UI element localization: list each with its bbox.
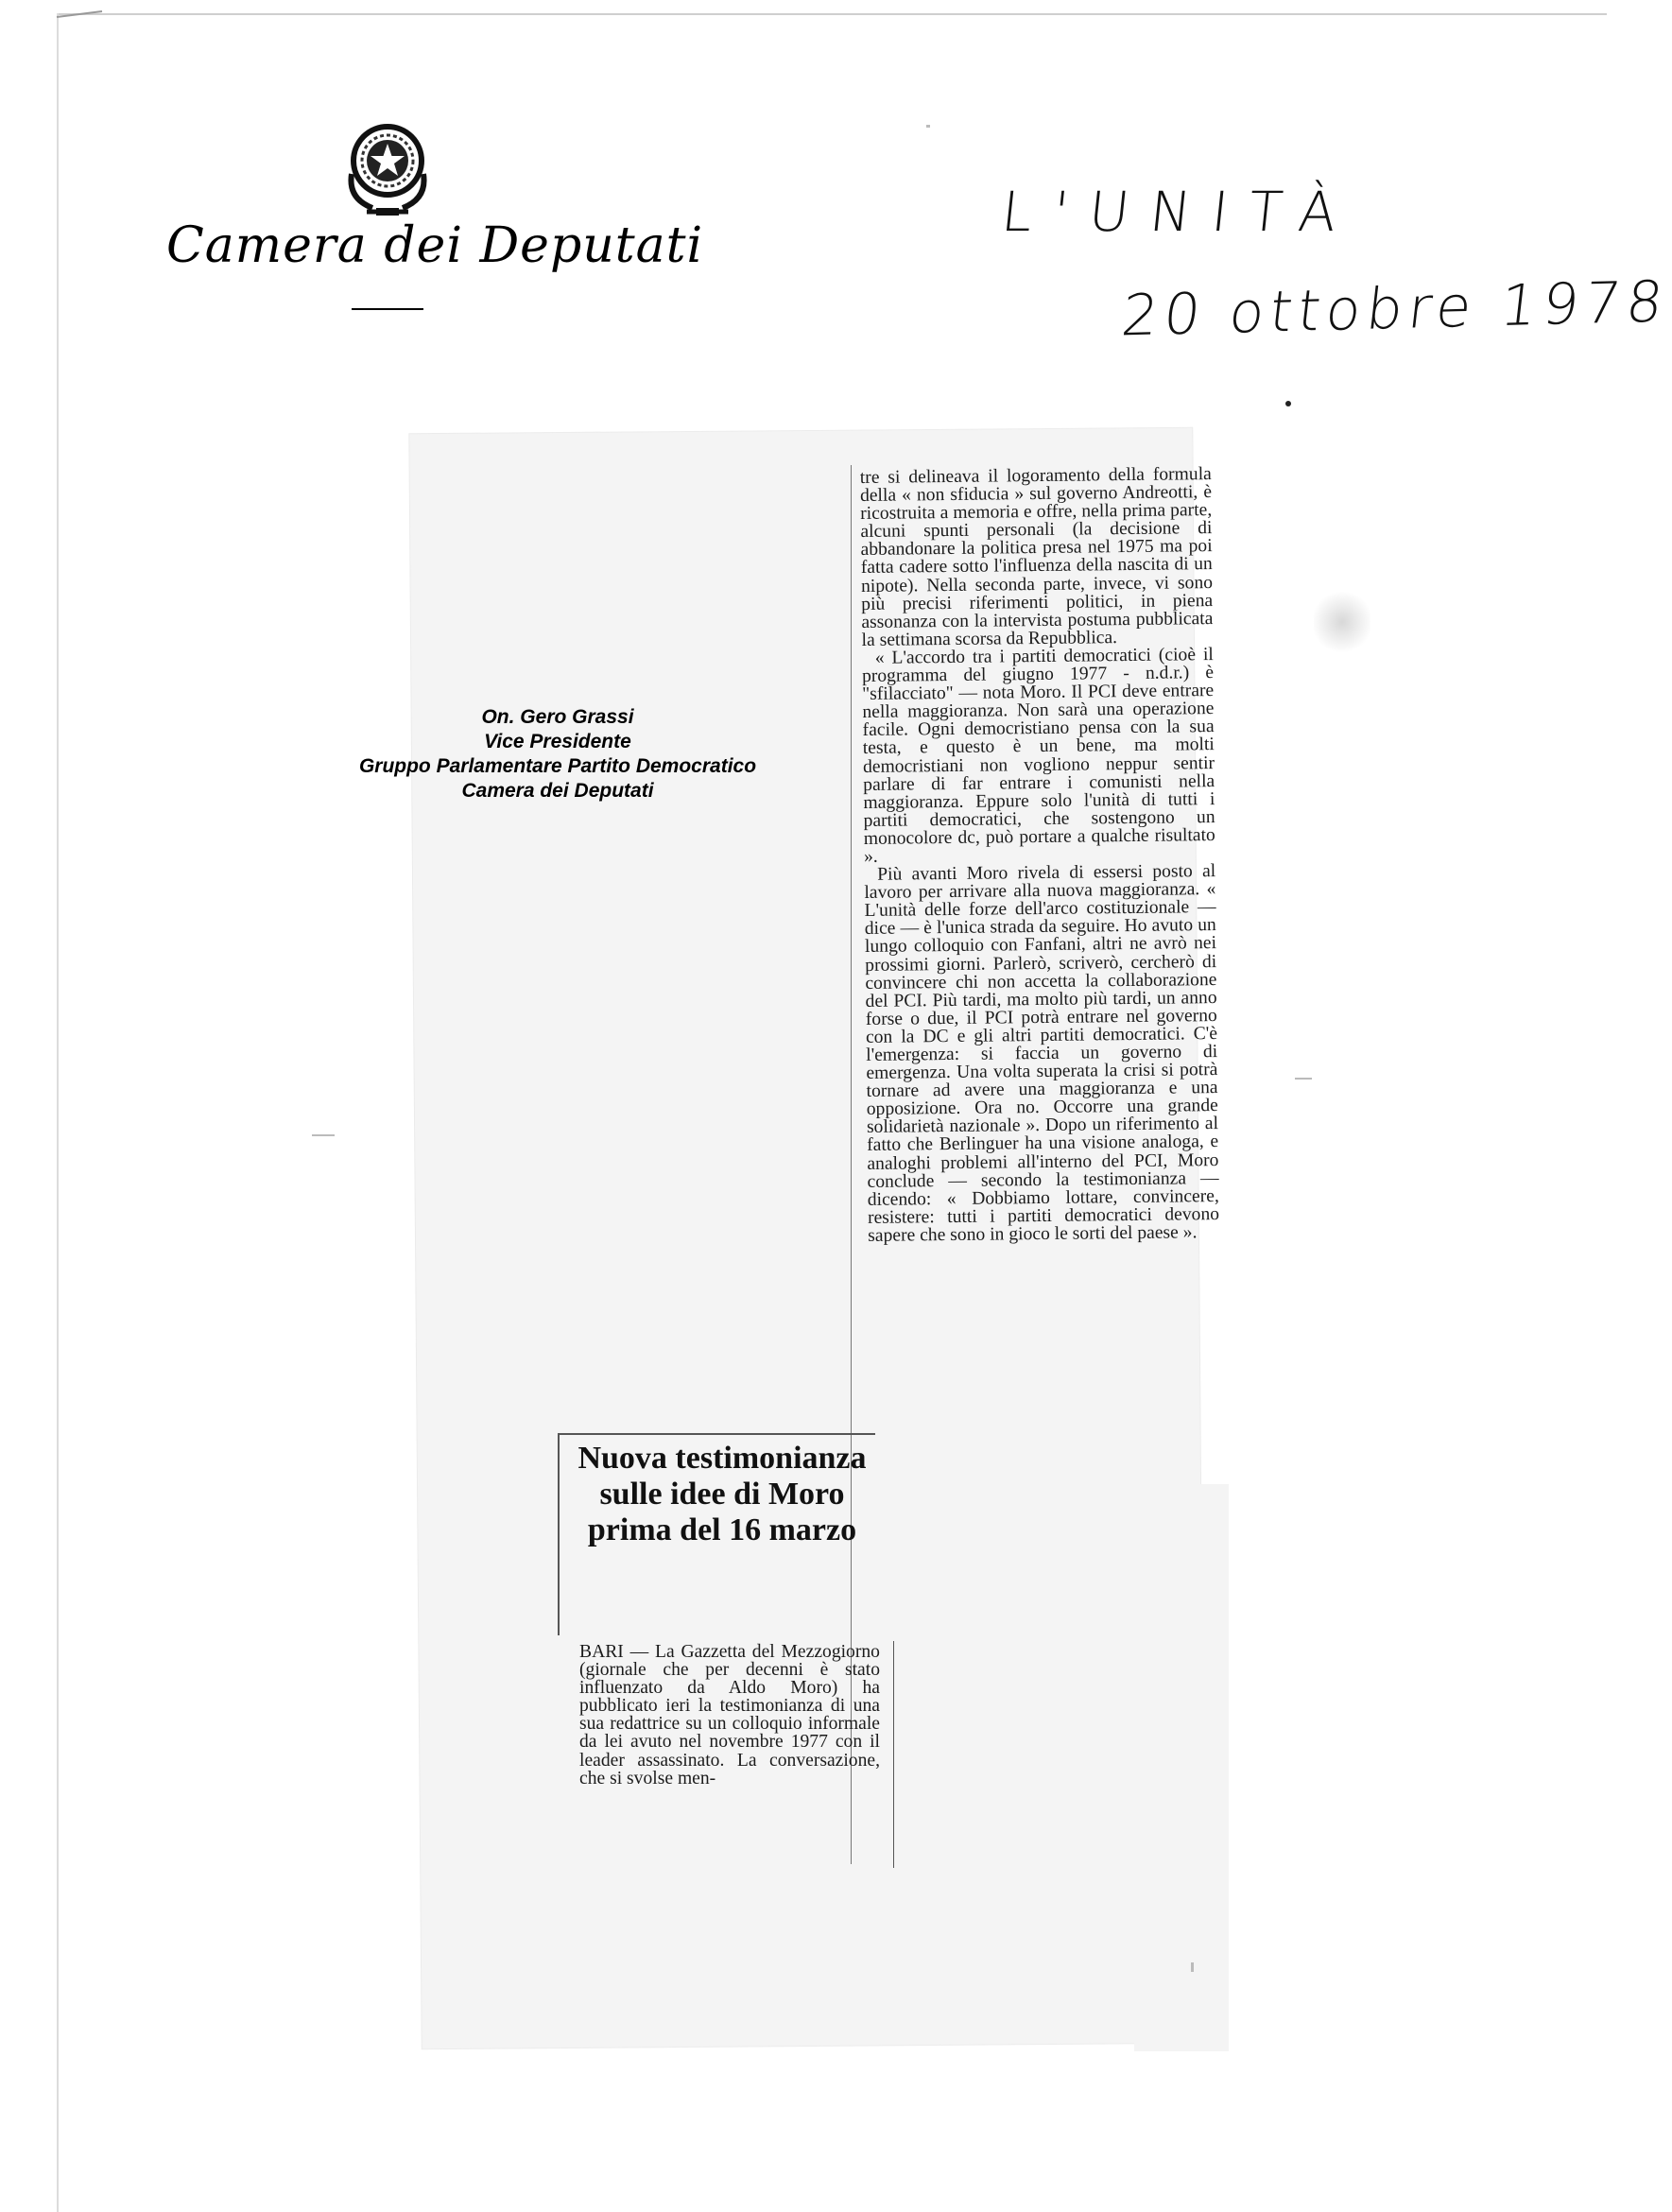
letterhead-rule (352, 308, 423, 310)
article-headline: Nuova testimonianza sulle idee di Moro prima del 16 marzo (577, 1441, 867, 1547)
stamp-group: Gruppo Parlamentare Partito Democratico (358, 755, 757, 777)
article-lead (579, 1643, 880, 1788)
speck (312, 1134, 335, 1136)
stamp-role: Vice Presidente (484, 731, 631, 752)
article-paragraph: tre si delineava il logoramento della formula della « non sfiducia » sul governo Andreotti, è ricostruita a memoria e offre, nella prima parte, alcuni spunti personali (la decisione di abbandonare la politica presa nel 1975 ma poi fatta cadere sotto l'influenza della nascita di un nipote). Nella seconda parte, invece, vi sono più precisi riferimenti politici, in piena assonanza con la intervista postuma pubblicata la settimana scorsa da Repubblica. (859, 464, 1214, 650)
deputy-stamp (321, 705, 794, 804)
handwritten-date: 20 ottobre 1978 (1118, 268, 1672, 350)
lead-dateline: BARI — (579, 1642, 655, 1662)
letterhead-title: Camera dei Deputati (166, 217, 704, 274)
article-paragraph: « L'accordo tra i partiti democratici (cioè il programma del giugno 1977 - n.d.r.) è "sfilacciato" — nota Moro. Il PCI deve entrare nella maggioranza. Non sarà una operazione facile. Ogni democristiano pensa con la sua testa, e questo è un bene, ma molti democristiani non vogliono neppur sentir parlare di far entrare i comunisti nella maggioranza. Eppure solo l'unità di tutti i partiti democratici, che sostengono un monocolore dc, può portare a qualche risultato ». (861, 645, 1215, 867)
ink-dot (1285, 401, 1291, 406)
lead-divider (893, 1641, 894, 1868)
italian-republic-emblem-icon (338, 117, 437, 221)
page-edge-left (57, 13, 59, 2212)
paper-smudge (1314, 584, 1370, 660)
speck (1295, 1078, 1312, 1080)
handwritten-newspaper-name: L'UNITÀ (998, 180, 1361, 244)
article-paragraph: Più avanti Moro rivela di essersi posto al lavoro per arrivare alla nuova maggioranza. « L'unità delle forze dell'arco costituzionale — dice — è l'unica strada da seguire. Ho avuto un lungo colloquio con Fanfani, altri ne avrò nei prossimi giorni. Parlerò, scriverò, cercherò di convincere chi non accetta la collaborazione del PCI. Più tardi, ma molto più tardi, un anno forse o due, il PCI potrà entrare nel governo con la DC e gli altri partiti democratici. C'è l'emergenza: si faccia un governo di emergenza. Una volta superata la crisi si potrà tornare ad avere una maggioranza e una opposizione. Ora no. Occorre una grande solidarietà nazionale ». Dopo un riferimento al fatto che Berlinguer ha una visione analoga, e analoghi problemi all'interno del PCI, Moro conclude — secondo la testimonianza — dicendo: « Dobbiamo lottare, convincere, resistere: tutti i partiti democratici devono sapere che sono in gioco le sorti del paese ». (864, 861, 1220, 1246)
article-column (860, 465, 1220, 1245)
newspaper-clipping-extension (1134, 1484, 1229, 2051)
speck (926, 125, 930, 128)
corner-fold-mark (55, 9, 104, 19)
lead-text: La Gazzetta del Mezzogiorno (giornale che per decenni è stato influenzato da Aldo Moro) ha pubblicato ieri la testimonianza di una sua redattrice su un colloquio informale da lei avuto nel novembre 1977 con il leader assassinato. La conversazione, che si svolse men- (579, 1642, 880, 1789)
page-edge-top (57, 13, 1607, 15)
stamp-chamber: Camera dei Deputati (461, 780, 654, 802)
stamp-name: On. Gero Grassi (481, 706, 634, 728)
speck (1191, 1962, 1194, 1972)
